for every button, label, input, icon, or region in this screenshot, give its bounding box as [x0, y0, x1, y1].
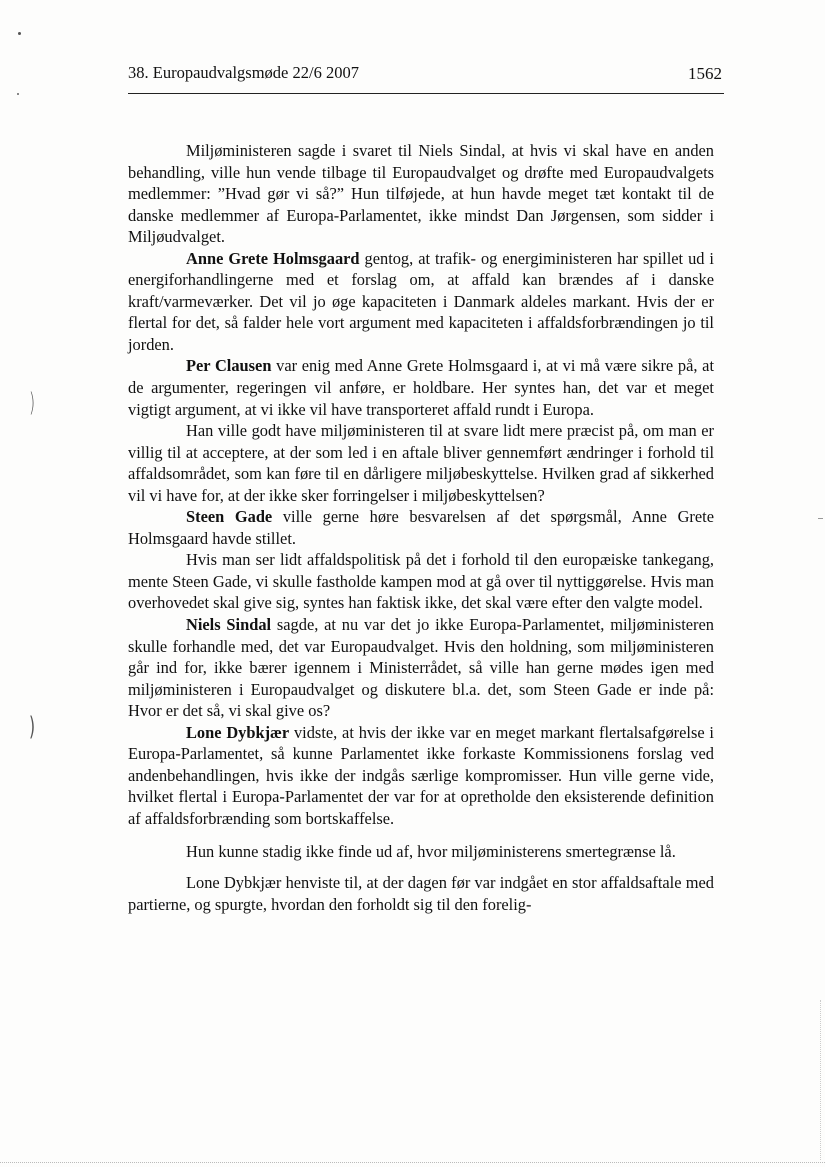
- scan-speck: [18, 32, 21, 35]
- margin-mark: [818, 518, 823, 519]
- paragraph-text: sagde, at nu var det jo ikke Europa-Parlamentet, miljøministeren skulle forhandle med, det var Europaudvalget. Hvis den holdning, som miljøministeren går ind for, ikke bærer igennem i Ministerrådet, så ville han gerne mødes igen med miljøministeren i Europaudvalget og diskutere bl.a. det, som Steen Gade er inde på: Hvor er det så, vi skal give os?: [128, 615, 714, 721]
- speaker-name: Steen Gade: [186, 507, 273, 527]
- paragraph: [128, 248, 714, 356]
- paragraph-text: Hun kunne stadig ikke finde ud af, hvor miljøministerens smertegrænse lå.: [186, 841, 676, 861]
- paragraph: [128, 140, 714, 248]
- paragraph: [128, 355, 714, 420]
- speaker-name: Per Clausen: [186, 356, 272, 376]
- binding-hole-mark: ): [29, 388, 36, 418]
- paragraph-text: var enig med Anne Grete Holmsgaard i, at vi må være sikre på, at de argumenter, regeringen vil anføre, er holdbare. Her syntes han, det var et meget vigtigt argument, at vi ikke vil have transporteret affald rundt i Europa.: [128, 356, 714, 419]
- binding-hole-mark: ): [29, 712, 36, 742]
- paragraph-text: gentog, at trafik- og energiministeren har spillet ud i energiforhandlingerne med et forslag om, at affald kan brændes af i danske kraft/varmeværker. Det vil jo øge kapaciteten i Danmark aldeles markant. Hvis der er flertal for det, så falder hele vort argument med kapaciteten i affaldsforbrændingen jo til jorden.: [128, 248, 714, 354]
- paragraph: [128, 614, 714, 722]
- paragraph: [128, 420, 714, 506]
- header-title: 38. Europaudvalgsmøde 22/6 2007: [128, 63, 359, 82]
- paragraph: [128, 841, 714, 863]
- scan-speck: [17, 93, 19, 95]
- paragraph-text: Han ville godt have miljøministeren til at svare lidt mere præcist på, om man er villig til at acceptere, at der som led i en aftale bliver gennemført ændringer i forhold til affaldsområdet, som kan føre til en dårligere miljøbeskyttelse. Hvilken grad af sikkerhed vil vi have for, at der ikke sker forringelser i miljøbeskyttelsen?: [128, 421, 714, 505]
- page-number: 1562: [688, 64, 722, 83]
- paragraph-text: Lone Dybkjær henviste til, at der dagen før var indgået en stor affaldsaftale med partierne, og spurgte, hvordan den forholdt sig til den forelig-: [128, 873, 714, 914]
- speaker-name: Anne Grete Holmsgaard: [186, 248, 360, 268]
- scan-edge: [820, 1000, 822, 1160]
- paragraph-text: Hvis man ser lidt affaldspolitisk på det i forhold til den europæiske tankegang, mente Steen Gade, vi skulle fastholde kampen mod at gå over til nyttiggørelse. Hvis man overhovedet skal give sig, syntes han faktisk ikke, det skal være efter den valgte model.: [128, 550, 714, 613]
- body-text: [128, 140, 714, 915]
- paragraph-text: vidste, at hvis der ikke var en meget markant flertalsafgørelse i Europa-Parlamentet, så kunne Parlamentet ikke forkaste Kommissionens forslag ved andenbehandlingen, hvis ikke der indgås særlige kompromisser. Hun ville gerne vide, hvilket flertal i Europa-Parlamentet der var for at opretholde den eksisterende definition af affaldsforbrænding som bortskaffelse.: [128, 722, 714, 828]
- paragraph-text: ville gerne høre besvarelsen af det spørgsmål, Anne Grete Holmsgaard havde stillet.: [128, 507, 714, 548]
- speaker-name: Niels Sindal: [186, 615, 272, 635]
- running-header: [128, 63, 724, 94]
- paragraph: [128, 722, 714, 830]
- paragraph: [128, 872, 714, 915]
- paragraph-text: Miljøministeren sagde i svaret til Niels Sindal, at hvis vi skal have en anden behandling, ville hun vende tilbage til Europaudvalget og drøfte med Europaudvalgets medlemmer: ”Hvad gør vi så?” Hun tilføjede, at hun havde meget tæt kontakt til de danske medlemmer af Europa-Parlamentet, ikke mindst Dan Jørgensen, som sidder i Miljøudvalget.: [128, 141, 714, 247]
- scan-edge: [0, 1162, 825, 1164]
- speaker-name: Lone Dybkjær: [186, 722, 290, 742]
- paragraph: [128, 549, 714, 614]
- paragraph: [128, 506, 714, 549]
